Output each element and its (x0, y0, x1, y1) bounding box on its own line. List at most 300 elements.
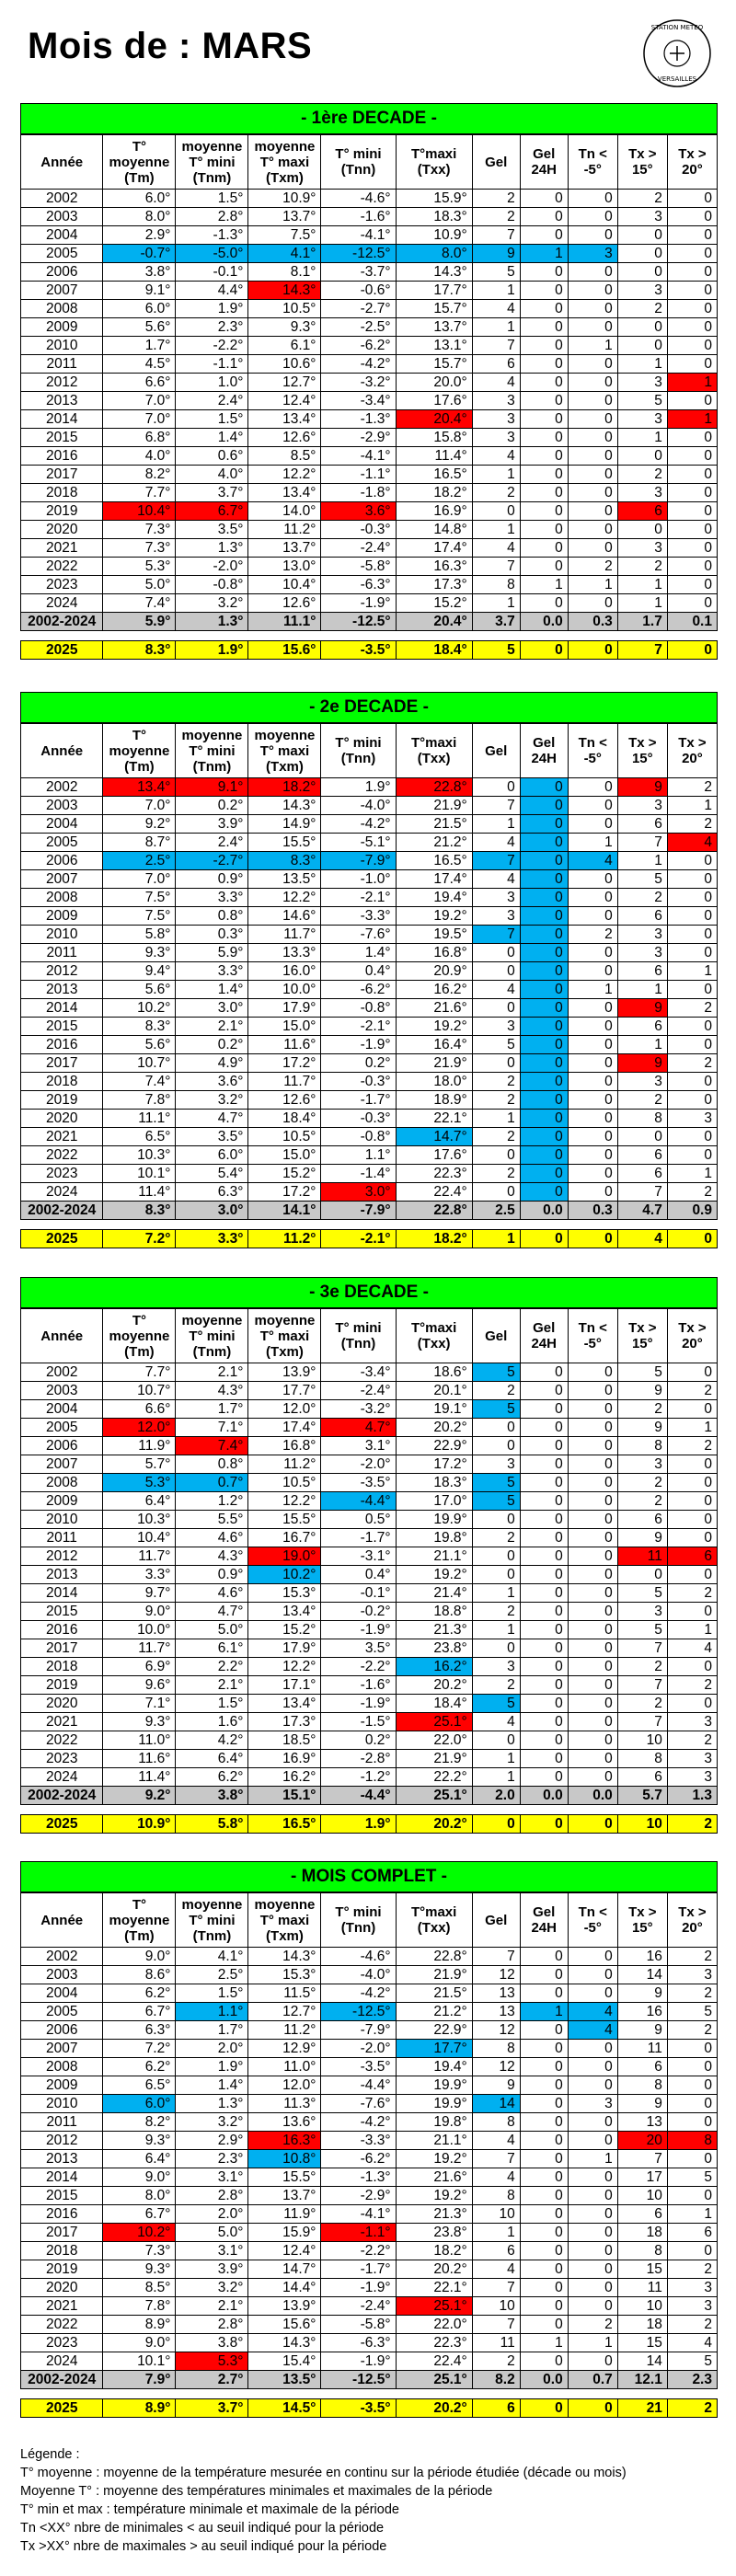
table-cell: 2024 (21, 594, 103, 613)
table-cell: 8.0° (103, 2187, 176, 2205)
table-cell: 8 (472, 576, 520, 594)
table-cell: 9 (617, 1984, 667, 2003)
table-cell: 6.0° (103, 190, 176, 208)
table-cell: 6 (617, 2058, 667, 2076)
column-header: T°maxi (Txx) (396, 1309, 472, 1363)
table-cell: 0 (520, 1146, 568, 1165)
table-row (21, 2334, 718, 2352)
current-year-cell: 18.2° (396, 1230, 472, 1248)
average-cell: 0.0 (520, 1202, 568, 1220)
table-cell: 18.4° (248, 1110, 321, 1128)
table-cell: 0 (667, 870, 717, 889)
table-cell: 0 (667, 263, 717, 282)
table-cell: 12.2° (248, 466, 321, 484)
table-cell: 3.3° (176, 962, 248, 981)
table-cell: 11.7° (103, 1547, 176, 1566)
table-cell: 0 (520, 2113, 568, 2132)
column-header: Gel 24H (520, 1893, 568, 1948)
table-row (21, 2076, 718, 2095)
table-cell: 5.3° (103, 558, 176, 576)
table-cell: 3.0° (321, 1183, 396, 1202)
table-cell: 5 (617, 1584, 667, 1603)
table-row (21, 318, 718, 337)
table-cell: 19.2° (396, 2150, 472, 2168)
table-cell: 0 (568, 190, 617, 208)
table-cell: 11.4° (396, 447, 472, 466)
table-row (21, 1768, 718, 1787)
table-cell: 1.1° (321, 1146, 396, 1165)
table-cell: 0 (520, 1984, 568, 2003)
table-cell: 11.4° (103, 1768, 176, 1787)
table-cell: 3.9° (176, 2260, 248, 2279)
table-row (21, 1621, 718, 1639)
table-cell: 0 (520, 1091, 568, 1110)
column-header: Tx > 15° (617, 1893, 667, 1948)
average-cell: -4.4° (321, 1787, 396, 1805)
table-cell: 0 (667, 1566, 717, 1584)
table-cell: 1 (520, 576, 568, 594)
table-cell: 0 (568, 2168, 617, 2187)
table-cell: 7 (472, 2279, 520, 2297)
table-cell: 0 (472, 778, 520, 797)
table-cell: -0.6° (321, 282, 396, 300)
table-cell: 10 (617, 2297, 667, 2316)
table-row (21, 226, 718, 245)
table-cell: 2019 (21, 1091, 103, 1110)
legend-line: T° min et max : température minimale et maximale de la période (20, 2502, 399, 2517)
table-row (21, 2058, 718, 2076)
table-cell: 6.5° (103, 1128, 176, 1146)
table-cell: 5.6° (103, 981, 176, 999)
table-cell: 12 (472, 1966, 520, 1984)
table-row (21, 944, 718, 962)
table-cell: 2008 (21, 1474, 103, 1492)
table-cell: 15.0° (248, 1146, 321, 1165)
table-cell: 22.8° (396, 778, 472, 797)
spacer-row (21, 1220, 718, 1230)
table-cell: 0 (667, 907, 717, 926)
table-cell: -2.1° (321, 889, 396, 907)
table-cell: 12.9° (248, 2040, 321, 2058)
table-cell: 2011 (21, 944, 103, 962)
table-row (21, 2168, 718, 2187)
table-cell: 21.2° (396, 834, 472, 852)
table-cell: -1.7° (321, 1091, 396, 1110)
table-cell: 20.1° (396, 1382, 472, 1400)
average-cell: 3.0° (176, 1202, 248, 1220)
table-cell: 1 (568, 2150, 617, 2168)
table-cell: 2006 (21, 852, 103, 870)
table-cell: 5 (472, 1492, 520, 1511)
table-cell: 2002 (21, 1948, 103, 1966)
table-cell: 0 (520, 834, 568, 852)
table-cell: 7 (472, 2150, 520, 2168)
table-cell: 18.9° (396, 1091, 472, 1110)
table-cell: 2009 (21, 318, 103, 337)
section-decade-3 (20, 1277, 718, 1834)
table-cell: 3 (667, 1768, 717, 1787)
table-cell: 0 (520, 502, 568, 521)
table-row (21, 355, 718, 374)
average-cell: 2.0 (472, 1787, 520, 1805)
table-cell: 7.5° (103, 889, 176, 907)
table-cell: 2003 (21, 797, 103, 815)
table-cell: 7.8° (103, 1091, 176, 1110)
table-cell: 0 (520, 1639, 568, 1658)
table-cell: -3.1° (321, 1547, 396, 1566)
table-cell: 0 (568, 392, 617, 410)
table-row (21, 429, 718, 447)
table-row (21, 1054, 718, 1073)
table-cell: 15.9° (248, 2224, 321, 2242)
table-cell: 5.8° (103, 926, 176, 944)
table-cell: 4.5° (103, 355, 176, 374)
table-cell: -4.6° (321, 1948, 396, 1966)
table-cell: 18.2° (396, 2242, 472, 2260)
table-cell: 0 (617, 263, 667, 282)
table-cell: 0 (520, 1695, 568, 1713)
column-header: Tx > 20° (667, 724, 717, 778)
table-cell: 0 (520, 2132, 568, 2150)
table-cell: 21.4° (396, 1584, 472, 1603)
table-cell: 21.9° (396, 1054, 472, 1073)
average-row (21, 613, 718, 631)
table-cell: 0 (520, 355, 568, 374)
current-year-cell: 2 (667, 2399, 717, 2418)
average-row (21, 1787, 718, 1805)
table-cell: 0 (520, 392, 568, 410)
table-cell: 2023 (21, 1750, 103, 1768)
table-cell: 1 (520, 2334, 568, 2352)
table-cell: 2 (617, 558, 667, 576)
table-cell: 4 (472, 981, 520, 999)
table-cell: 1 (617, 429, 667, 447)
table-cell: 2.9° (103, 226, 176, 245)
table-row (21, 2352, 718, 2371)
column-header: Tx > 20° (667, 1893, 717, 1948)
table-cell: 15.7° (396, 300, 472, 318)
column-header: moyenne T° mini (Tnm) (176, 1309, 248, 1363)
table-row (21, 1566, 718, 1584)
table-cell: -2.5° (321, 318, 396, 337)
table-row (21, 1584, 718, 1603)
table-cell: 12.0° (103, 1419, 176, 1437)
table-cell: 2017 (21, 466, 103, 484)
table-cell: 2 (472, 1603, 520, 1621)
table-row (21, 962, 718, 981)
table-cell: 0 (520, 815, 568, 834)
table-row (21, 1091, 718, 1110)
table-cell: 0 (520, 2224, 568, 2242)
table-cell: 1.4° (176, 429, 248, 447)
table-cell: 0 (568, 1768, 617, 1787)
column-header: Tx > 15° (617, 135, 667, 190)
table-cell: 9.3° (103, 944, 176, 962)
table-cell: 1.5° (176, 1984, 248, 2003)
table-row (21, 1437, 718, 1455)
table-cell: 0 (520, 1511, 568, 1529)
table-cell: 1 (617, 355, 667, 374)
table-cell: -3.7° (321, 263, 396, 282)
table-cell: 13 (472, 2003, 520, 2021)
table-cell: -4.1° (321, 447, 396, 466)
table-cell: 2 (667, 1183, 717, 1202)
table-cell: 0 (520, 1054, 568, 1073)
table-cell: 7 (472, 926, 520, 944)
table-row (21, 1165, 718, 1183)
table-cell: 2 (617, 1695, 667, 1713)
table-cell: 3 (617, 208, 667, 226)
table-cell: 13.7° (248, 2187, 321, 2205)
table-cell: 2005 (21, 2003, 103, 2021)
table-cell: -1.8° (321, 484, 396, 502)
table-cell: 2 (617, 1400, 667, 1419)
table-cell: 4 (472, 2132, 520, 2150)
table-cell: 6.4° (176, 1750, 248, 1768)
table-cell: 0 (520, 2279, 568, 2297)
table-cell: 5 (617, 870, 667, 889)
table-cell: 2017 (21, 2224, 103, 2242)
table-cell: 18.3° (396, 208, 472, 226)
table-cell: 16.2° (396, 1658, 472, 1676)
table-cell: 0.3° (176, 926, 248, 944)
column-header: T°maxi (Txx) (396, 724, 472, 778)
table-cell: 1.3° (176, 539, 248, 558)
table-cell: 9.0° (103, 1603, 176, 1621)
table-cell: 2 (667, 2260, 717, 2279)
average-cell: 0.9 (667, 1202, 717, 1220)
current-year-row (21, 641, 718, 660)
table-cell: 20.0° (396, 374, 472, 392)
column-header: Année (21, 1309, 103, 1363)
table-cell: -0.1° (321, 1584, 396, 1603)
table-cell: 2.2° (176, 1658, 248, 1676)
table-cell: 2024 (21, 1183, 103, 1202)
table-cell: -1.0° (321, 870, 396, 889)
table-cell: 2021 (21, 2297, 103, 2316)
section-title: - 2e DECADE - (20, 692, 718, 723)
table-cell: 2011 (21, 1529, 103, 1547)
table-cell: -1.7° (321, 2260, 396, 2279)
table-cell: 0 (520, 2352, 568, 2371)
table-cell: 9.1° (176, 778, 248, 797)
table-cell: 0 (568, 1621, 617, 1639)
table-cell: 0 (568, 2224, 617, 2242)
table-cell: 2.4° (176, 834, 248, 852)
table-cell: 1 (472, 282, 520, 300)
table-cell: -2.0° (176, 558, 248, 576)
table-cell: 1.7° (176, 2021, 248, 2040)
table-cell: 21.5° (396, 815, 472, 834)
table-cell: 2 (667, 1437, 717, 1455)
table-cell: -1.2° (321, 1768, 396, 1787)
table-cell: 22.2° (396, 1768, 472, 1787)
table-cell: 4.3° (176, 1382, 248, 1400)
table-cell: 12 (472, 2058, 520, 2076)
table-cell: 5 (667, 2352, 717, 2371)
table-cell: -6.3° (321, 2334, 396, 2352)
current-year-cell: 10 (617, 1815, 667, 1834)
table-cell: 9.4° (103, 962, 176, 981)
table-cell: 2020 (21, 2279, 103, 2297)
table-cell: 11 (617, 1547, 667, 1566)
table-cell: -5.8° (321, 2316, 396, 2334)
table-cell: 0.9° (176, 1566, 248, 1584)
table-cell: 19.2° (396, 2187, 472, 2205)
table-cell: 2 (617, 889, 667, 907)
table-cell: -5.0° (176, 245, 248, 263)
table-cell: 17.7° (396, 282, 472, 300)
legend-line: T° moyenne : moyenne de la température mesurée en continu sur la période étudiée (décade ou mois) (20, 2466, 627, 2480)
table-cell: 3.6° (321, 502, 396, 521)
table-cell: 2 (667, 1382, 717, 1400)
table-cell: 7.3° (103, 521, 176, 539)
table-cell: 2024 (21, 1768, 103, 1787)
header-row (21, 1309, 718, 1363)
table-cell: 19.8° (396, 2113, 472, 2132)
table-cell: 0 (472, 1511, 520, 1529)
table-cell: 7 (472, 337, 520, 355)
table-cell: 0 (568, 1165, 617, 1183)
table-cell: 2.1° (176, 1018, 248, 1036)
table-cell: 0 (568, 999, 617, 1018)
table-row (21, 2132, 718, 2150)
table-cell: 0 (667, 1018, 717, 1036)
average-cell: 2.7° (176, 2371, 248, 2389)
table-cell: 0 (568, 1695, 617, 1713)
table-cell: 0 (568, 1073, 617, 1091)
column-header: T° mini (Tnn) (321, 724, 396, 778)
table-cell: 0 (667, 1036, 717, 1054)
table-cell: 14.3° (248, 2334, 321, 2352)
table-cell: -6.3° (321, 576, 396, 594)
table-cell: 13.9° (248, 1363, 321, 1382)
column-header: Gel (472, 724, 520, 778)
table-cell: 9 (617, 1054, 667, 1073)
table-cell: 0 (667, 190, 717, 208)
average-cell: -7.9° (321, 1202, 396, 1220)
table-cell: 0 (520, 1603, 568, 1621)
table-cell: 2007 (21, 282, 103, 300)
table-cell: 13.4° (103, 778, 176, 797)
table-cell: 17.2° (248, 1054, 321, 1073)
table-cell: 2.9° (176, 2132, 248, 2150)
svg-text:VERSAILLES: VERSAILLES (657, 75, 697, 83)
table-cell: 8 (472, 2040, 520, 2058)
average-cell: 5.7 (617, 1787, 667, 1805)
average-cell: 3.7 (472, 613, 520, 631)
table-cell: 1.5° (176, 410, 248, 429)
table-cell: 8 (617, 1437, 667, 1455)
table-row (21, 1400, 718, 1419)
table-cell: 8 (617, 1110, 667, 1128)
table-cell: 17.7° (396, 2040, 472, 2058)
table-cell: 0 (520, 1547, 568, 1566)
table-cell: -12.5° (321, 245, 396, 263)
table-cell: 11.6° (248, 1036, 321, 1054)
table-cell: 8 (617, 2076, 667, 2095)
current-year-cell: 0 (472, 1815, 520, 1834)
table-cell: 12.6° (248, 1091, 321, 1110)
table-cell: 0 (667, 1658, 717, 1676)
table-cell: 2006 (21, 1437, 103, 1455)
table-cell: 11.0° (103, 1731, 176, 1750)
table-cell: -0.8° (321, 999, 396, 1018)
table-cell: 7 (472, 797, 520, 815)
table-cell: 18.6° (396, 1363, 472, 1382)
table-cell: 2022 (21, 1731, 103, 1750)
table-cell: 0 (520, 2242, 568, 2260)
table-cell: 9 (617, 2021, 667, 2040)
table-cell: -7.9° (321, 852, 396, 870)
table-cell: 21.3° (396, 1621, 472, 1639)
station-logo (638, 15, 716, 92)
table-cell: -1.3° (176, 226, 248, 245)
table-cell: 0 (520, 1750, 568, 1768)
table-cell: 1 (472, 466, 520, 484)
average-cell: 2002-2024 (21, 1787, 103, 1805)
table-cell: 7.7° (103, 484, 176, 502)
table-cell: -5.1° (321, 834, 396, 852)
table-cell: 0 (667, 1529, 717, 1547)
table-cell: 16.9° (248, 1750, 321, 1768)
table-cell: 0 (520, 466, 568, 484)
table-cell: 4 (568, 2021, 617, 2040)
table-cell: -4.4° (321, 1492, 396, 1511)
table-cell: 18 (617, 2316, 667, 2334)
table-cell: 0 (667, 429, 717, 447)
table-cell: 9 (617, 2095, 667, 2113)
table-row (21, 2279, 718, 2297)
current-year-cell: 3.7° (176, 2399, 248, 2418)
table-cell: 21.1° (396, 2132, 472, 2150)
table-cell: 3 (667, 2279, 717, 2297)
table-cell: 13.6° (248, 2113, 321, 2132)
table-cell: 16.9° (396, 502, 472, 521)
table-cell: 2010 (21, 2095, 103, 2113)
table-cell: 3 (617, 539, 667, 558)
table-cell: 7.2° (103, 2040, 176, 2058)
table-cell: 6.1° (176, 1639, 248, 1658)
table-cell: 9 (617, 999, 667, 1018)
column-header: Tn < -5° (568, 1893, 617, 1948)
average-cell: 14.1° (248, 1202, 321, 1220)
table-cell: 2.5° (103, 852, 176, 870)
table-cell: 19.2° (396, 907, 472, 926)
table-cell: 0 (520, 1474, 568, 1492)
table-cell: 0 (568, 466, 617, 484)
table-cell: -2.8° (321, 1750, 396, 1768)
table-cell: 0 (472, 1146, 520, 1165)
table-cell: 19.0° (248, 1547, 321, 1566)
table-cell: 3.5° (176, 521, 248, 539)
table-cell: 6.2° (103, 2058, 176, 2076)
table-cell: 4 (568, 852, 617, 870)
table-cell: 0 (667, 2150, 717, 2168)
table-cell: 0 (667, 1400, 717, 1419)
table-cell: 4.7° (321, 1419, 396, 1437)
table-cell: 16 (617, 1948, 667, 1966)
table-cell: 16.5° (396, 852, 472, 870)
table-cell: -1.1° (321, 466, 396, 484)
table-cell: 1 (472, 2224, 520, 2242)
average-cell: 2.5 (472, 1202, 520, 1220)
table-cell: 1 (472, 318, 520, 337)
table-cell: 0 (617, 521, 667, 539)
current-year-cell: 7 (617, 641, 667, 660)
current-year-cell: -2.1° (321, 1230, 396, 1248)
table-cell: 0 (520, 1455, 568, 1474)
